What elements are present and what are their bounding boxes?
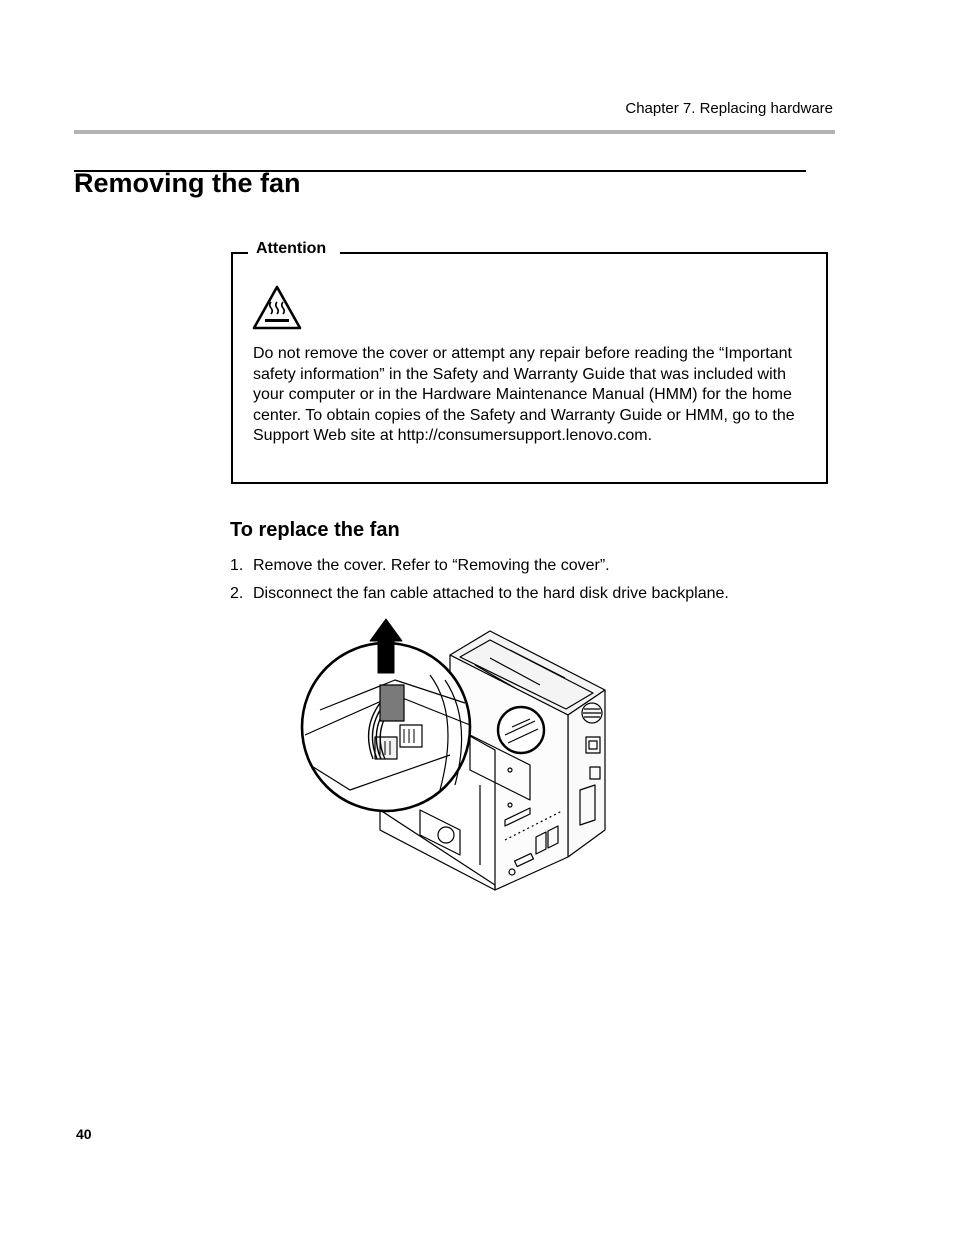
step-number: 1.: [230, 557, 244, 574]
section-heading: To replace the fan: [230, 519, 400, 541]
page-number: 40: [76, 1126, 92, 1142]
step-list: [230, 556, 830, 612]
list-item: [230, 556, 830, 576]
step-text: Disconnect the fan cable attached to the hard disk drive backplane.: [253, 585, 729, 602]
computer-chassis-fan-cable-illustration: [300, 615, 610, 895]
header-rule: [74, 130, 835, 134]
attention-text: Do not remove the cover or attempt any repair before reading the “Important safety information” in the Safety and Warranty Guide that was included with your computer or in the Hardware Maintenance Manual (HMM) for the home center. To obtain copies of the Safety and Warranty Guide or HMM, go to the Support Web site at http://consumersupport.lenovo.com.: [253, 345, 795, 444]
step-number: 2.: [230, 585, 244, 602]
page-title: Removing the fan: [74, 168, 301, 198]
attention-label: Attention: [248, 240, 340, 258]
hot-surface-warning-icon: [251, 284, 303, 332]
chapter-title: Chapter 7. Replacing hardware: [625, 100, 833, 117]
list-item: [230, 584, 830, 604]
step-text: Remove the cover. Refer to “Removing the cover”.: [253, 557, 610, 574]
